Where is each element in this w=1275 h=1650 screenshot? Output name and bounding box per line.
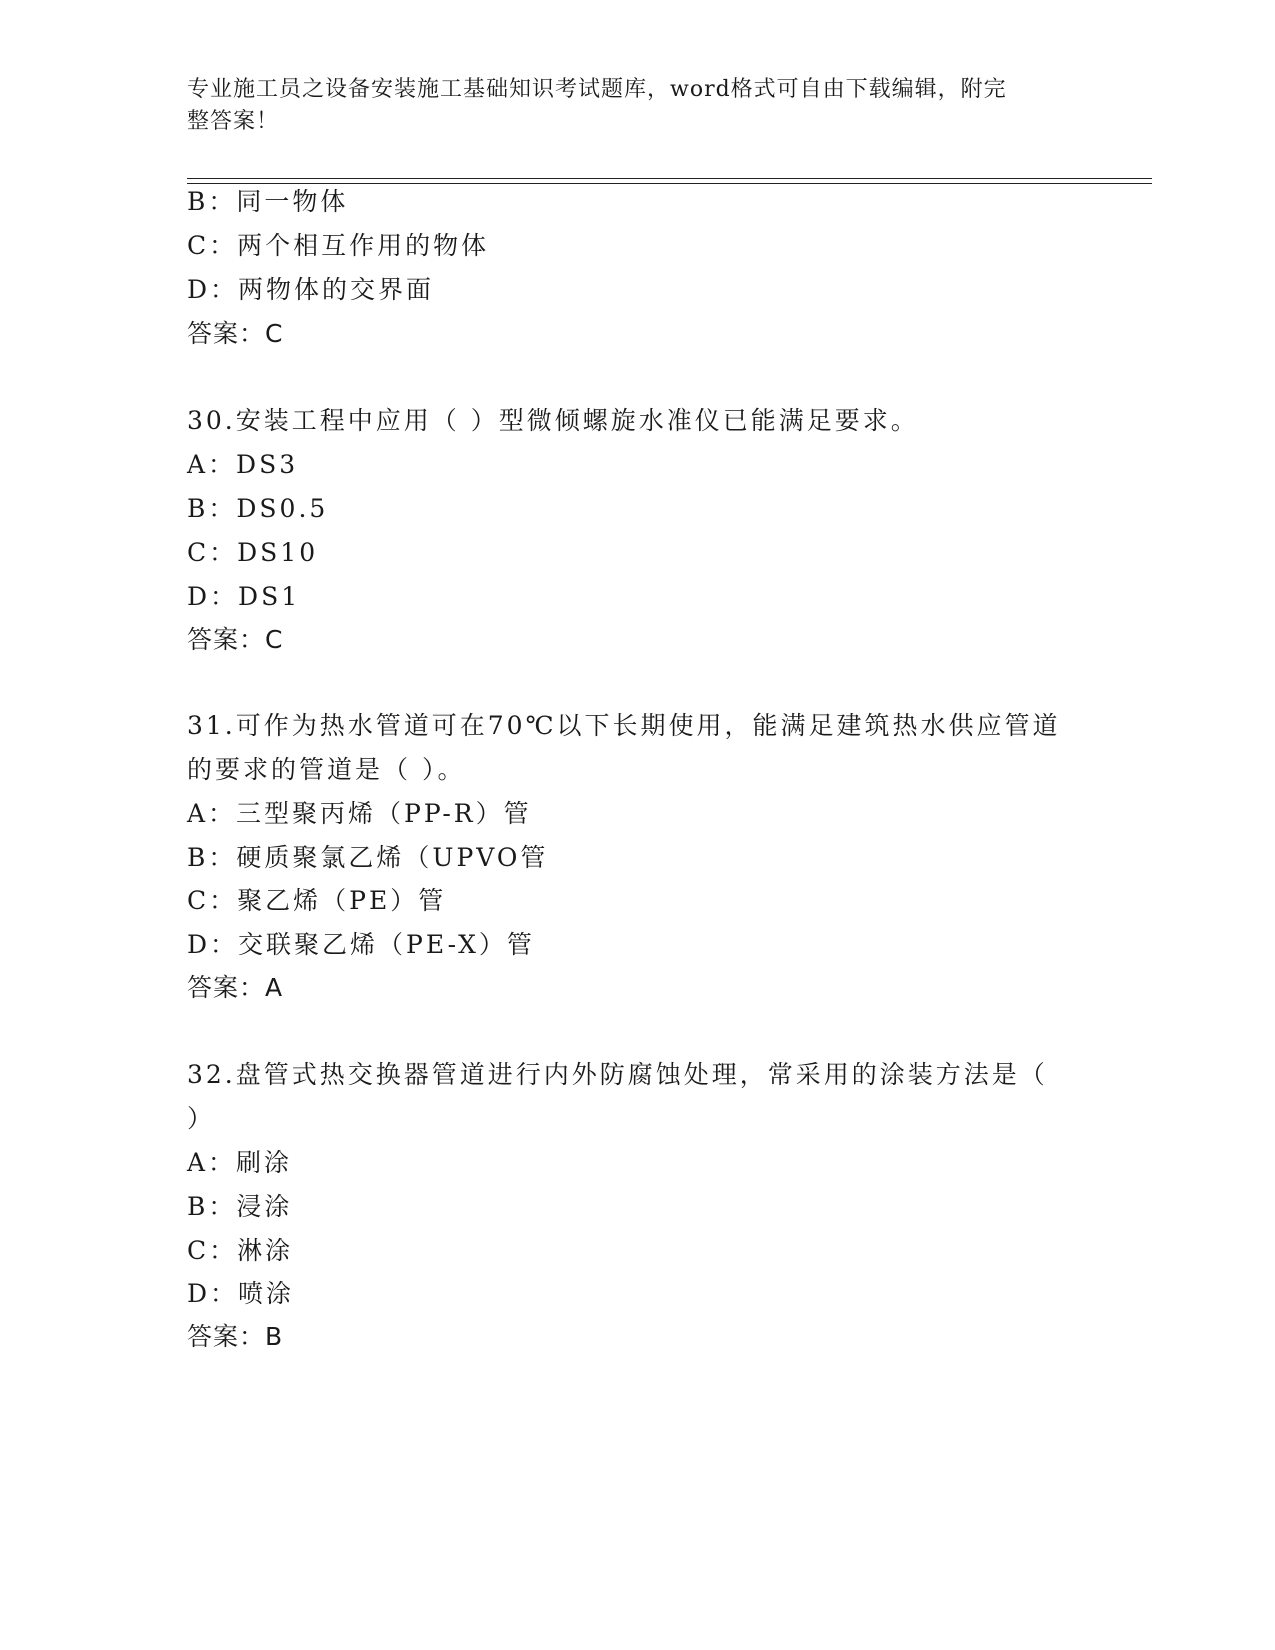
q32-question-line-1: 32.盘管式热交换器管道进行内外防腐蚀处理，常采用的涂装方法是（ (187, 1060, 1048, 1089)
q32-option-d: D：喷涂 (187, 1279, 295, 1308)
q31-question-line-2: 的要求的管道是（ ）。 (187, 755, 466, 784)
prev-answer: 答案：C (187, 319, 284, 348)
q31-option-a: A：三型聚丙烯（PP-R）管 (187, 799, 532, 828)
q32-answer: 答案：B (187, 1322, 284, 1351)
q30-option-a: A：DS3 (187, 450, 299, 479)
q30-option-d: D：DS1 (187, 582, 301, 611)
q30-option-b: B：DS0.5 (187, 494, 329, 523)
q31-option-c: C：聚乙烯（PE）管 (187, 886, 447, 915)
header-divider-bottom (187, 183, 1152, 184)
q32-option-c: C：淋涂 (187, 1236, 294, 1265)
header-divider-top (187, 178, 1152, 179)
q31-option-d: D：交联聚乙烯（PE-X）管 (187, 930, 535, 959)
q30-question: 30.安装工程中应用（ ）型微倾螺旋水准仪已能满足要求。 (187, 406, 919, 435)
header-line-2: 整答案！ (187, 109, 280, 134)
document-header (187, 74, 1087, 138)
q30-answer: 答案：C (187, 625, 284, 654)
q32-option-b: B：浸涂 (187, 1192, 293, 1221)
q31-question-line-1: 31.可作为热水管道可在70℃以下长期使用，能满足建筑热水供应管道 (187, 711, 1061, 740)
q32-option-a: A：刷涂 (187, 1148, 293, 1177)
q31-answer: 答案：A (187, 973, 284, 1002)
prev-option-c: C：两个相互作用的物体 (187, 231, 490, 260)
header-line-1: 专业施工员之设备安装施工基础知识考试题库，word格式可自由下载编辑，附完 (187, 77, 1007, 102)
q30-option-c: C：DS10 (187, 538, 319, 567)
prev-option-b: B：同一物体 (187, 187, 349, 216)
q31-option-b: B：硬质聚氯乙烯（UPVO管 (187, 843, 549, 872)
prev-option-d: D：两物体的交界面 (187, 275, 435, 304)
q32-question-line-2: ） (187, 1104, 216, 1133)
